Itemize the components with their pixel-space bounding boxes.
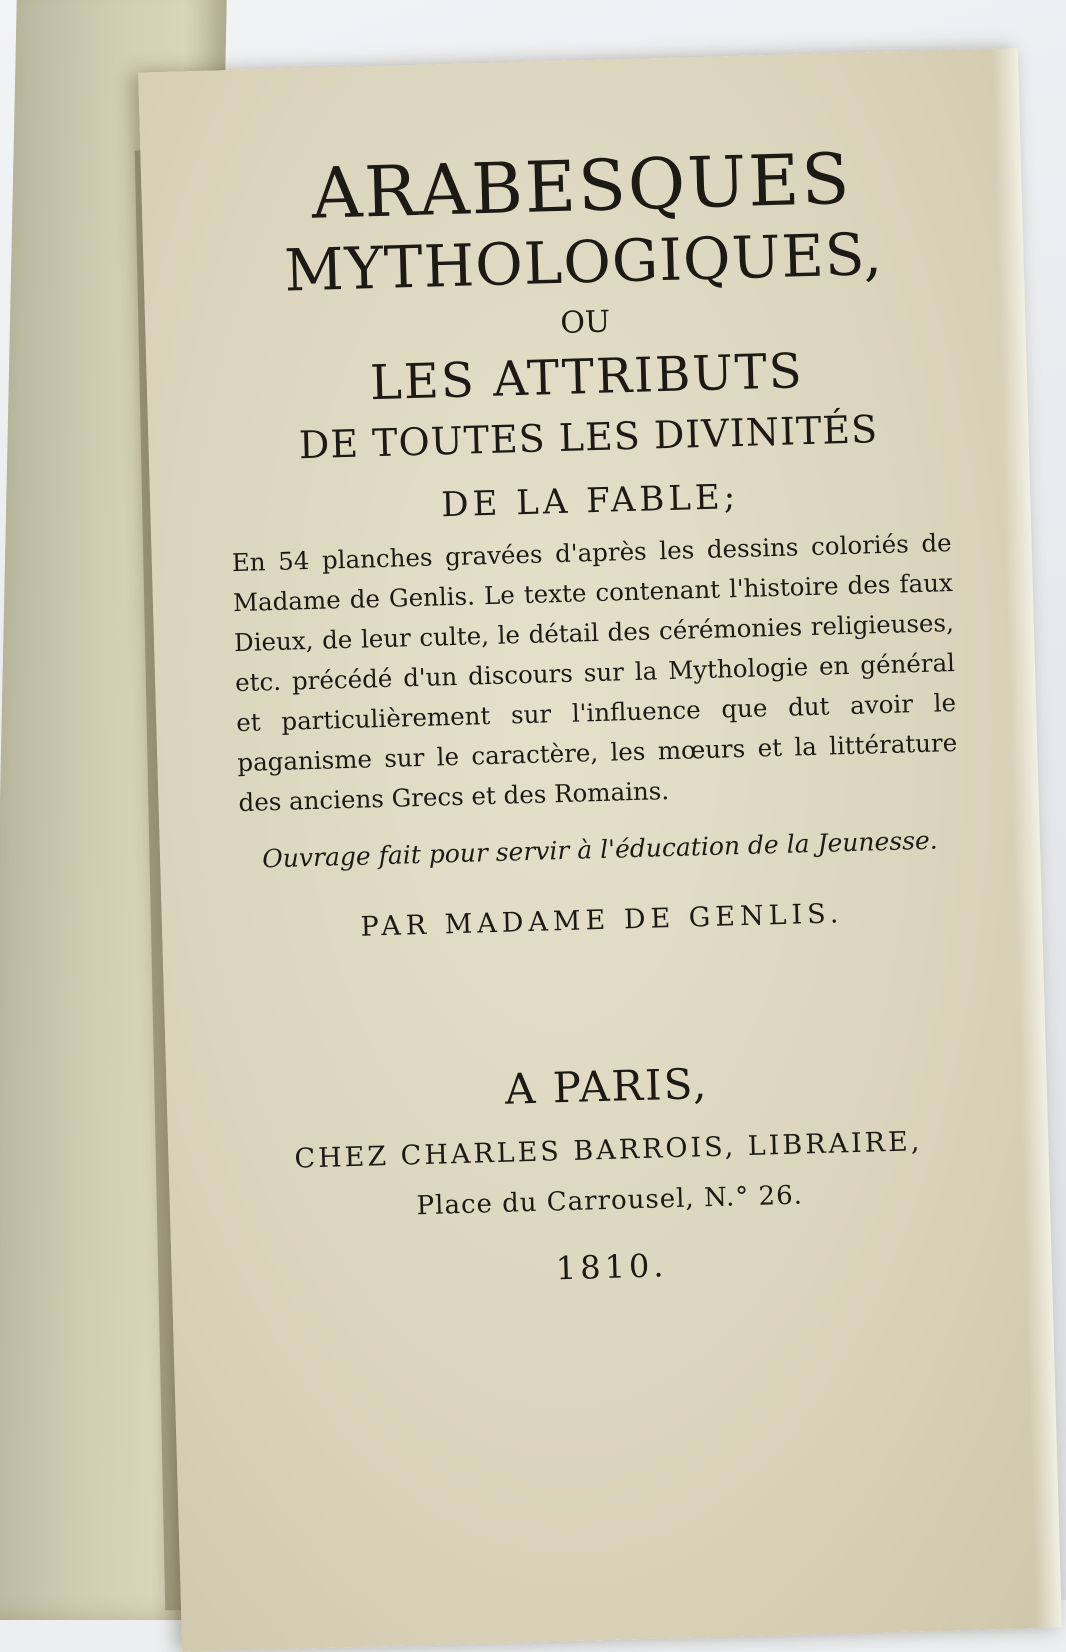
- purpose-note: Ouvrage fait pour servir à l'éducation de la Jeunesse.: [261, 825, 939, 874]
- title-conjunction: OU: [559, 304, 611, 341]
- description-paragraph: En 54 planches gravées d'après les dessins coloriés de Madame de Genlis. Le texte contenant l'histoire des faux Dieux, de leur culte, le détail des cérémonies religieuses, etc. précédé d'un discours sur la Mythologie en général et particulièrement sur l'influence que dut avoir le paganisme sur le caractère, les mœurs et la littérature des anciens Grecs et des Romains.: [231, 528, 958, 818]
- title-page-text: [180, 134, 1012, 1300]
- title-line-2: MYTHOLOGIQUES,: [283, 219, 884, 305]
- author-line: PAR MADAME DE GENLIS.: [360, 898, 844, 943]
- title-line-1: ARABESQUES: [310, 137, 853, 235]
- imprint-address: Place du Carrousel, N.° 26.: [416, 1180, 804, 1222]
- title-page: [138, 48, 1062, 1652]
- imprint-publisher: CHEZ CHARLES BARROIS, LIBRAIRE,: [294, 1126, 923, 1175]
- subtitle-line-1: LES ATTRIBUTS: [369, 343, 805, 412]
- subtitle-line-2: DE TOUTES LES DIVINITÉS: [298, 407, 879, 468]
- subtitle-line-3: DE LA FABLE;: [440, 476, 740, 526]
- imprint-city: A PARIS,: [504, 1059, 709, 1114]
- imprint-year: 1810.: [555, 1246, 668, 1288]
